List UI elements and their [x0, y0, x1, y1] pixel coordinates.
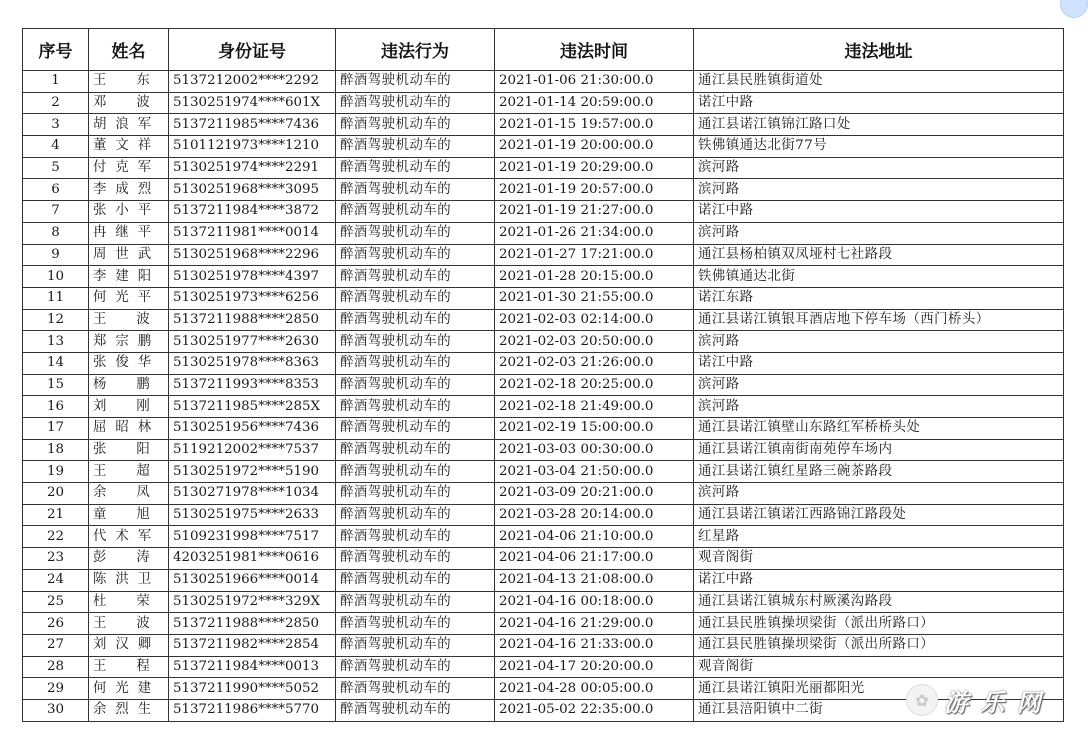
row-violation: 醉酒驾驶机动车的 — [336, 461, 495, 483]
row-index: 27 — [23, 634, 89, 656]
row-id-number: 5101121973****1210 — [169, 136, 336, 158]
row-id-number: 5119212002****7537 — [169, 439, 336, 461]
header-violation-time: 违法时间 — [495, 29, 694, 71]
row-violation-address: 滨河路 — [694, 396, 1064, 418]
row-violation-address: 通江县民胜镇操坝梁街（派出所路口） — [694, 634, 1064, 656]
row-violation-address: 诺江中路 — [694, 569, 1064, 591]
row-violation-time: 2021-04-17 20:20:00.0 — [495, 656, 694, 678]
row-violation-time: 2021-01-26 21:34:00.0 — [495, 222, 694, 244]
row-violation: 醉酒驾驶机动车的 — [336, 483, 495, 505]
row-name: 王波 — [89, 613, 169, 635]
row-name: 王超 — [89, 461, 169, 483]
table-row — [23, 266, 1064, 288]
row-violation: 醉酒驾驶机动车的 — [336, 591, 495, 613]
row-id-number: 5130251975****2633 — [169, 504, 336, 526]
row-violation: 醉酒驾驶机动车的 — [336, 352, 495, 374]
table-row — [23, 526, 1064, 548]
row-name: 李建阳 — [89, 266, 169, 288]
table-body — [23, 71, 1064, 722]
row-name: 郑宗鹏 — [89, 331, 169, 353]
row-violation: 醉酒驾驶机动车的 — [336, 613, 495, 635]
row-violation: 醉酒驾驶机动车的 — [336, 656, 495, 678]
row-violation-address: 滨河路 — [694, 157, 1064, 179]
row-index: 23 — [23, 548, 89, 570]
row-violation-address: 滨河路 — [694, 222, 1064, 244]
row-violation-time: 2021-02-18 21:49:00.0 — [495, 396, 694, 418]
table-row — [23, 136, 1064, 158]
table-row — [23, 352, 1064, 374]
row-violation-address: 观音阁街 — [694, 548, 1064, 570]
row-id-number: 5130251973****6256 — [169, 287, 336, 309]
row-violation: 醉酒驾驶机动车的 — [336, 439, 495, 461]
row-violation-time: 2021-04-06 21:17:00.0 — [495, 548, 694, 570]
row-violation-time: 2021-02-03 20:50:00.0 — [495, 331, 694, 353]
row-id-number: 5130271978****1034 — [169, 483, 336, 505]
table-row — [23, 309, 1064, 331]
row-id-number: 5130251978****8363 — [169, 352, 336, 374]
row-index: 12 — [23, 309, 89, 331]
row-violation-address: 通江县诺江镇红星路三碗茶路段 — [694, 461, 1064, 483]
row-name: 冉继平 — [89, 222, 169, 244]
row-violation-time: 2021-01-30 21:55:00.0 — [495, 287, 694, 309]
row-name: 王波 — [89, 309, 169, 331]
row-violation-address: 通江县诺江镇银耳酒店地下停车场（西门桥头） — [694, 309, 1064, 331]
table-row — [23, 699, 1064, 721]
row-id-number: 5137211985****285X — [169, 396, 336, 418]
table-row — [23, 201, 1064, 223]
row-violation-time: 2021-02-03 21:26:00.0 — [495, 352, 694, 374]
header-name: 姓名 — [89, 29, 169, 71]
row-id-number: 5137211993****8353 — [169, 374, 336, 396]
row-index: 28 — [23, 656, 89, 678]
row-violation: 醉酒驾驶机动车的 — [336, 92, 495, 114]
row-name: 李成烈 — [89, 179, 169, 201]
row-violation-time: 2021-01-15 19:57:00.0 — [495, 114, 694, 136]
row-name: 刘刚 — [89, 396, 169, 418]
row-violation: 醉酒驾驶机动车的 — [336, 396, 495, 418]
row-id-number: 5137211986****5770 — [169, 699, 336, 721]
row-index: 18 — [23, 439, 89, 461]
row-id-number: 5130251966****0014 — [169, 569, 336, 591]
table-row — [23, 92, 1064, 114]
row-id-number: 5137211984****3872 — [169, 201, 336, 223]
watermark-logo-icon: ✿ — [906, 684, 938, 716]
row-index: 5 — [23, 157, 89, 179]
row-id-number: 5130251974****601X — [169, 92, 336, 114]
row-violation-address: 通江县诺江镇阳光丽都阳光 — [694, 678, 1064, 700]
row-violation-address: 通江县涪阳镇中二街 — [694, 699, 1064, 721]
row-violation: 醉酒驾驶机动车的 — [336, 634, 495, 656]
row-violation: 醉酒驾驶机动车的 — [336, 699, 495, 721]
row-id-number: 5130251972****329X — [169, 591, 336, 613]
row-violation: 醉酒驾驶机动车的 — [336, 678, 495, 700]
row-index: 20 — [23, 483, 89, 505]
row-name: 陈洪卫 — [89, 569, 169, 591]
row-index: 26 — [23, 613, 89, 635]
row-id-number: 5137211982****2854 — [169, 634, 336, 656]
row-violation: 醉酒驾驶机动车的 — [336, 114, 495, 136]
row-violation-time: 2021-01-14 20:59:00.0 — [495, 92, 694, 114]
table-row — [23, 548, 1064, 570]
row-violation-address: 铁佛镇通达北街 — [694, 266, 1064, 288]
row-violation: 醉酒驾驶机动车的 — [336, 287, 495, 309]
table-row — [23, 71, 1064, 93]
row-violation-address: 滨河路 — [694, 331, 1064, 353]
row-name: 何光平 — [89, 287, 169, 309]
row-index: 9 — [23, 244, 89, 266]
row-id-number: 5130251978****4397 — [169, 266, 336, 288]
row-violation: 醉酒驾驶机动车的 — [336, 266, 495, 288]
table-row — [23, 569, 1064, 591]
row-index: 8 — [23, 222, 89, 244]
table-row — [23, 656, 1064, 678]
row-violation-address: 诺江中路 — [694, 201, 1064, 223]
table-row — [23, 287, 1064, 309]
row-index: 14 — [23, 352, 89, 374]
row-violation-time: 2021-04-16 00:18:00.0 — [495, 591, 694, 613]
row-violation-time: 2021-04-13 21:08:00.0 — [495, 569, 694, 591]
row-violation-time: 2021-01-27 17:21:00.0 — [495, 244, 694, 266]
table-row — [23, 678, 1064, 700]
row-violation-time: 2021-03-04 21:50:00.0 — [495, 461, 694, 483]
row-violation-time: 2021-04-06 21:10:00.0 — [495, 526, 694, 548]
row-id-number: 5137211990****5052 — [169, 678, 336, 700]
row-violation-time: 2021-02-03 02:14:00.0 — [495, 309, 694, 331]
row-violation-address: 通江县诺江镇南街南苑停车场内 — [694, 439, 1064, 461]
row-name: 余烈生 — [89, 699, 169, 721]
row-index: 15 — [23, 374, 89, 396]
row-violation-address: 滨河路 — [694, 374, 1064, 396]
violation-table — [22, 28, 1064, 722]
row-violation-time: 2021-03-28 20:14:00.0 — [495, 504, 694, 526]
row-violation-address: 通江县杨柏镇双凤垭村七社路段 — [694, 244, 1064, 266]
table-row — [23, 461, 1064, 483]
table-row — [23, 418, 1064, 440]
table-row — [23, 331, 1064, 353]
row-violation: 醉酒驾驶机动车的 — [336, 374, 495, 396]
row-name: 周世武 — [89, 244, 169, 266]
row-name: 何光建 — [89, 678, 169, 700]
row-violation-address: 通江县民胜镇操坝梁街（派出所路口） — [694, 613, 1064, 635]
row-violation: 醉酒驾驶机动车的 — [336, 526, 495, 548]
table-row — [23, 396, 1064, 418]
row-violation-time: 2021-04-28 00:05:00.0 — [495, 678, 694, 700]
row-violation-address: 通江县诺江镇诺江西路锦江路段处 — [694, 504, 1064, 526]
row-violation: 醉酒驾驶机动车的 — [336, 244, 495, 266]
row-index: 3 — [23, 114, 89, 136]
row-violation: 醉酒驾驶机动车的 — [336, 418, 495, 440]
row-violation: 醉酒驾驶机动车的 — [336, 504, 495, 526]
row-violation: 醉酒驾驶机动车的 — [336, 222, 495, 244]
row-violation: 醉酒驾驶机动车的 — [336, 201, 495, 223]
row-index: 16 — [23, 396, 89, 418]
header-violation-address: 违法地址 — [694, 29, 1064, 71]
row-id-number: 5130251977****2630 — [169, 331, 336, 353]
row-name: 杜荣 — [89, 591, 169, 613]
table-row — [23, 504, 1064, 526]
table-row — [23, 222, 1064, 244]
row-name: 张俊华 — [89, 352, 169, 374]
row-id-number: 5137211984****0013 — [169, 656, 336, 678]
table-row — [23, 613, 1064, 635]
header-violation: 违法行为 — [336, 29, 495, 71]
watermark-text: 游 乐 网 — [944, 688, 1043, 717]
row-violation: 醉酒驾驶机动车的 — [336, 309, 495, 331]
row-violation-address: 通江县诺江镇壁山东路红军桥桥头处 — [694, 418, 1064, 440]
table-row — [23, 157, 1064, 179]
row-violation-address: 通江县诺江镇锦江路口处 — [694, 114, 1064, 136]
row-violation: 醉酒驾驶机动车的 — [336, 548, 495, 570]
row-violation-address: 滨河路 — [694, 179, 1064, 201]
row-violation-address: 观音阁街 — [694, 656, 1064, 678]
row-violation-time: 2021-01-19 20:29:00.0 — [495, 157, 694, 179]
row-id-number: 5130251968****3095 — [169, 179, 336, 201]
table-row — [23, 179, 1064, 201]
row-index: 1 — [23, 71, 89, 93]
table-row — [23, 483, 1064, 505]
row-id-number: 5130251968****2296 — [169, 244, 336, 266]
row-index: 10 — [23, 266, 89, 288]
row-violation-time: 2021-01-19 20:57:00.0 — [495, 179, 694, 201]
table-row — [23, 114, 1064, 136]
row-name: 张阳 — [89, 439, 169, 461]
row-index: 6 — [23, 179, 89, 201]
row-name: 童旭 — [89, 504, 169, 526]
row-index: 22 — [23, 526, 89, 548]
row-violation-address: 诺江东路 — [694, 287, 1064, 309]
row-violation-time: 2021-04-16 21:29:00.0 — [495, 613, 694, 635]
row-index: 19 — [23, 461, 89, 483]
header-id-number: 身份证号 — [169, 29, 336, 71]
row-violation-time: 2021-03-03 00:30:00.0 — [495, 439, 694, 461]
row-violation-address: 铁佛镇通达北街77号 — [694, 136, 1064, 158]
row-violation-address: 通江县诺江镇城东村厥溪沟路段 — [694, 591, 1064, 613]
row-name: 代术军 — [89, 526, 169, 548]
row-violation: 醉酒驾驶机动车的 — [336, 569, 495, 591]
header-index: 序号 — [23, 29, 89, 71]
row-id-number: 5137211988****2850 — [169, 309, 336, 331]
row-violation: 醉酒驾驶机动车的 — [336, 157, 495, 179]
row-name: 胡浪军 — [89, 114, 169, 136]
table-header-row — [23, 29, 1064, 71]
row-id-number: 5130251972****5190 — [169, 461, 336, 483]
row-index: 25 — [23, 591, 89, 613]
row-name: 屈昭林 — [89, 418, 169, 440]
row-name: 董文祥 — [89, 136, 169, 158]
row-index: 13 — [23, 331, 89, 353]
row-id-number: 5109231998****7517 — [169, 526, 336, 548]
row-id-number: 5130251956****7436 — [169, 418, 336, 440]
row-violation: 醉酒驾驶机动车的 — [336, 179, 495, 201]
row-index: 17 — [23, 418, 89, 440]
row-violation-time: 2021-01-19 21:27:00.0 — [495, 201, 694, 223]
row-index: 4 — [23, 136, 89, 158]
row-name: 杨鹏 — [89, 374, 169, 396]
row-violation-time: 2021-05-02 22:35:00.0 — [495, 699, 694, 721]
row-id-number: 5130251974****2291 — [169, 157, 336, 179]
row-violation-time: 2021-02-18 20:25:00.0 — [495, 374, 694, 396]
table-row — [23, 244, 1064, 266]
row-name: 王东 — [89, 71, 169, 93]
row-index: 30 — [23, 699, 89, 721]
row-violation-time: 2021-01-06 21:30:00.0 — [495, 71, 694, 93]
row-name: 张小平 — [89, 201, 169, 223]
row-violation: 醉酒驾驶机动车的 — [336, 331, 495, 353]
row-violation-time: 2021-02-19 15:00:00.0 — [495, 418, 694, 440]
table-row — [23, 439, 1064, 461]
row-violation-address: 通江县民胜镇街道处 — [694, 71, 1064, 93]
row-name: 王程 — [89, 656, 169, 678]
row-violation-address: 滨河路 — [694, 483, 1064, 505]
row-violation-address: 红星路 — [694, 526, 1064, 548]
row-index: 29 — [23, 678, 89, 700]
corner-badge — [1060, 0, 1088, 18]
row-violation-time: 2021-01-19 20:00:00.0 — [495, 136, 694, 158]
row-name: 付克军 — [89, 157, 169, 179]
row-violation-address: 诺江中路 — [694, 352, 1064, 374]
row-name: 余凤 — [89, 483, 169, 505]
table-row — [23, 374, 1064, 396]
row-violation: 醉酒驾驶机动车的 — [336, 136, 495, 158]
row-id-number: 5137211981****0014 — [169, 222, 336, 244]
row-id-number: 4203251981****0616 — [169, 548, 336, 570]
row-id-number: 5137212002****2292 — [169, 71, 336, 93]
row-violation-time: 2021-01-28 20:15:00.0 — [495, 266, 694, 288]
row-violation: 醉酒驾驶机动车的 — [336, 71, 495, 93]
row-index: 21 — [23, 504, 89, 526]
row-violation-time: 2021-04-16 21:33:00.0 — [495, 634, 694, 656]
table-row — [23, 634, 1064, 656]
row-violation-address: 诺江中路 — [694, 92, 1064, 114]
row-name: 彭涛 — [89, 548, 169, 570]
row-id-number: 5137211988****2850 — [169, 613, 336, 635]
row-violation-time: 2021-03-09 20:21:00.0 — [495, 483, 694, 505]
table-row — [23, 591, 1064, 613]
row-name: 刘汉卿 — [89, 634, 169, 656]
row-index: 2 — [23, 92, 89, 114]
row-id-number: 5137211985****7436 — [169, 114, 336, 136]
row-index: 7 — [23, 201, 89, 223]
row-name: 邓波 — [89, 92, 169, 114]
row-index: 11 — [23, 287, 89, 309]
row-index: 24 — [23, 569, 89, 591]
